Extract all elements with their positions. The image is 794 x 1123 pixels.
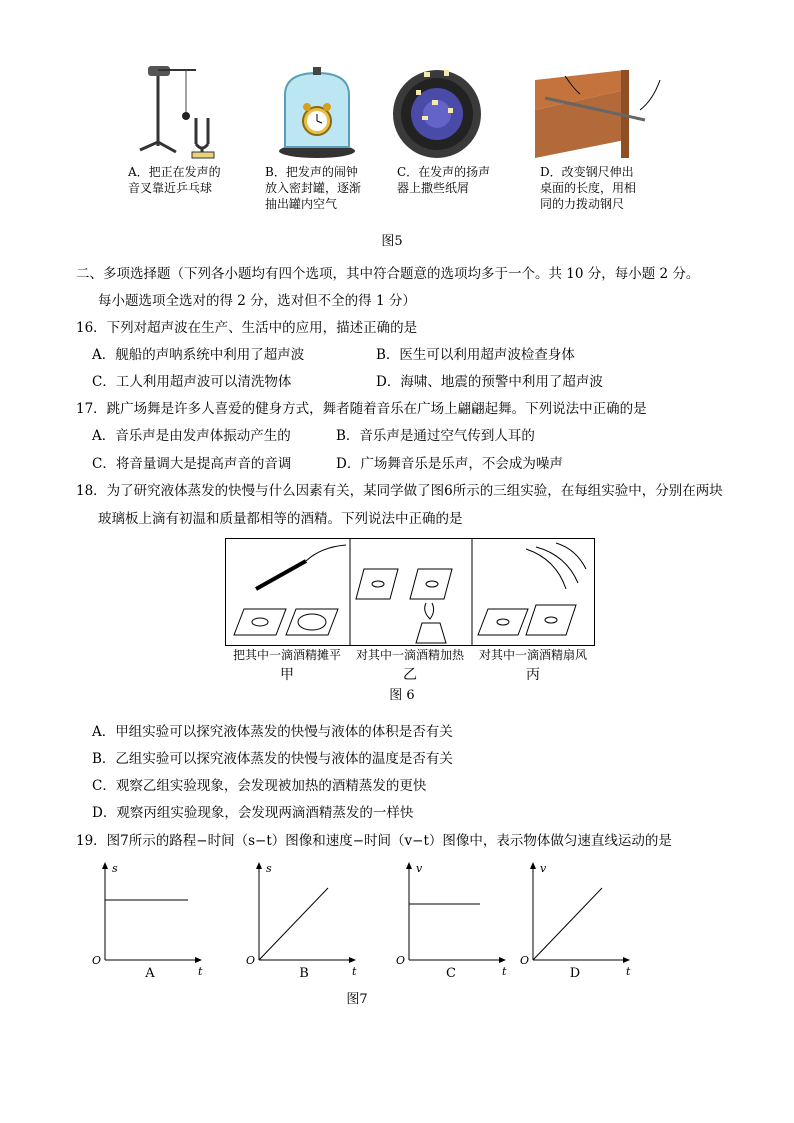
fig5-caption-d: D．改变钢尺伸出桌面的长度，用相同的力拨动钢尺 — [540, 165, 637, 211]
fig5-caption-a: A．把正在发声的音叉靠近乒乓球 — [128, 165, 221, 195]
q18-option-c[interactable]: C．观察乙组实验现象，会发现被加热的酒精蒸发的更快 — [92, 778, 427, 794]
q18-option-b[interactable]: B．乙组实验可以探究液体蒸发的快慢与液体的温度是否有关 — [92, 751, 453, 767]
graph-b-data-line — [259, 888, 328, 960]
graph-c-x-label: t — [502, 965, 507, 978]
fig6-panel-name-3: 丙 — [526, 667, 540, 683]
graph-d-y-label: v — [540, 862, 547, 875]
q18-stem-line2: 玻璃板上滴有初温和质量都相等的酒精。下列说法中正确的是 — [98, 511, 463, 527]
fig5-caption-b: B．把发声的闹钟放入密封罐，逐渐抽出罐内空气 — [265, 165, 362, 211]
fig5-caption-c: C．在发声的扬声器上撒些纸屑 — [397, 165, 491, 195]
graph-a-origin: O — [92, 954, 102, 967]
q16-option-a[interactable]: A．舰船的声呐系统中利用了超声波 — [92, 347, 305, 363]
section-2-heading-line1: 二、多项选择题（下列各小题均有四个选项，其中符合题意的选项均多于一个。共 10 分，每小题 2 分。 — [76, 266, 700, 282]
graph-d-data-line — [533, 888, 602, 960]
q19-stem: 19．图7所示的路程−时间（s−t）图像和速度−时间（v−t）图像中，表示物体做匀速直线运动的是 — [76, 833, 672, 849]
graph-c-origin: O — [396, 954, 406, 967]
q17-option-d[interactable]: D．广场舞音乐是乐声，不会成为噪声 — [336, 456, 563, 472]
speaker-paper-bits-illustration — [386, 60, 488, 160]
figure-6-label: 图 6 — [389, 688, 415, 703]
graph-c[interactable] — [392, 860, 512, 980]
graph-b-label: B — [299, 966, 309, 981]
ruler-on-desk-illustration — [535, 70, 665, 158]
q18-option-d[interactable]: D．观察丙组实验现象，会发现两滴酒精蒸发的一样快 — [92, 805, 414, 821]
graph-b-x-label: t — [352, 965, 357, 978]
q17-option-b[interactable]: B．音乐声是通过空气传到人耳的 — [336, 428, 535, 444]
q17-option-c[interactable]: C．将音量调大是提高声音的音调 — [92, 456, 292, 472]
q17-stem: 17．跳广场舞是许多人喜爱的健身方式，舞者随着音乐在广场上翩翩起舞。下列说法中正确的是 — [76, 401, 647, 417]
graph-a[interactable] — [88, 860, 208, 980]
graph-a-y-label: s — [112, 862, 118, 875]
q16-option-c[interactable]: C．工人利用超声波可以清洗物体 — [92, 374, 292, 390]
q16-stem: 16．下列对超声波在生产、生活中的应用，描述正确的是 — [76, 320, 418, 336]
q16-option-d[interactable]: D．海啸、地震的预警中利用了超声波 — [376, 374, 603, 390]
q17-option-a[interactable]: A．音乐声是由发声体振动产生的 — [92, 428, 291, 444]
tuning-fork-pendulum-illustration — [128, 58, 223, 160]
graph-a-label: A — [145, 966, 155, 981]
graph-c-y-label: v — [416, 862, 423, 875]
graph-c-label: C — [446, 966, 456, 981]
fig6-caption-1: 把其中一滴酒精摊平 — [232, 648, 341, 662]
graph-b-origin: O — [246, 954, 256, 967]
graph-d[interactable] — [516, 860, 636, 980]
graph-a-x-label: t — [198, 965, 203, 978]
fig6-caption-3: 对其中一滴酒精扇风 — [478, 648, 587, 662]
section-2-heading-line2: 每小题选项全选对的得 2 分，选对但不全的得 1 分） — [98, 293, 416, 309]
fig6-panel-name-2: 乙 — [403, 667, 417, 683]
q16-option-b[interactable]: B．医生可以利用超声波检查身体 — [376, 347, 575, 363]
fig6-panel-name-1: 甲 — [280, 667, 294, 683]
figure-6-panels — [225, 538, 595, 646]
graph-b-y-label: s — [266, 862, 272, 875]
bell-jar-alarm-clock-illustration — [275, 65, 360, 160]
graph-b[interactable] — [242, 860, 362, 980]
figure-5-label: 图5 — [381, 234, 403, 249]
graph-d-x-label: t — [626, 965, 631, 978]
fig6-caption-2: 对其中一滴酒精加热 — [355, 648, 464, 662]
q18-stem-line1: 18．为了研究液体蒸发的快慢与什么因素有关，某同学做了图6所示的三组实验，在每组实验中，分别在两块 — [76, 483, 723, 499]
graph-d-label: D — [569, 966, 581, 981]
figure-7-label: 图7 — [346, 992, 368, 1007]
q18-option-a[interactable]: A．甲组实验可以探究液体蒸发的快慢与液体的体积是否有关 — [92, 724, 453, 740]
graph-d-origin: O — [520, 954, 530, 967]
